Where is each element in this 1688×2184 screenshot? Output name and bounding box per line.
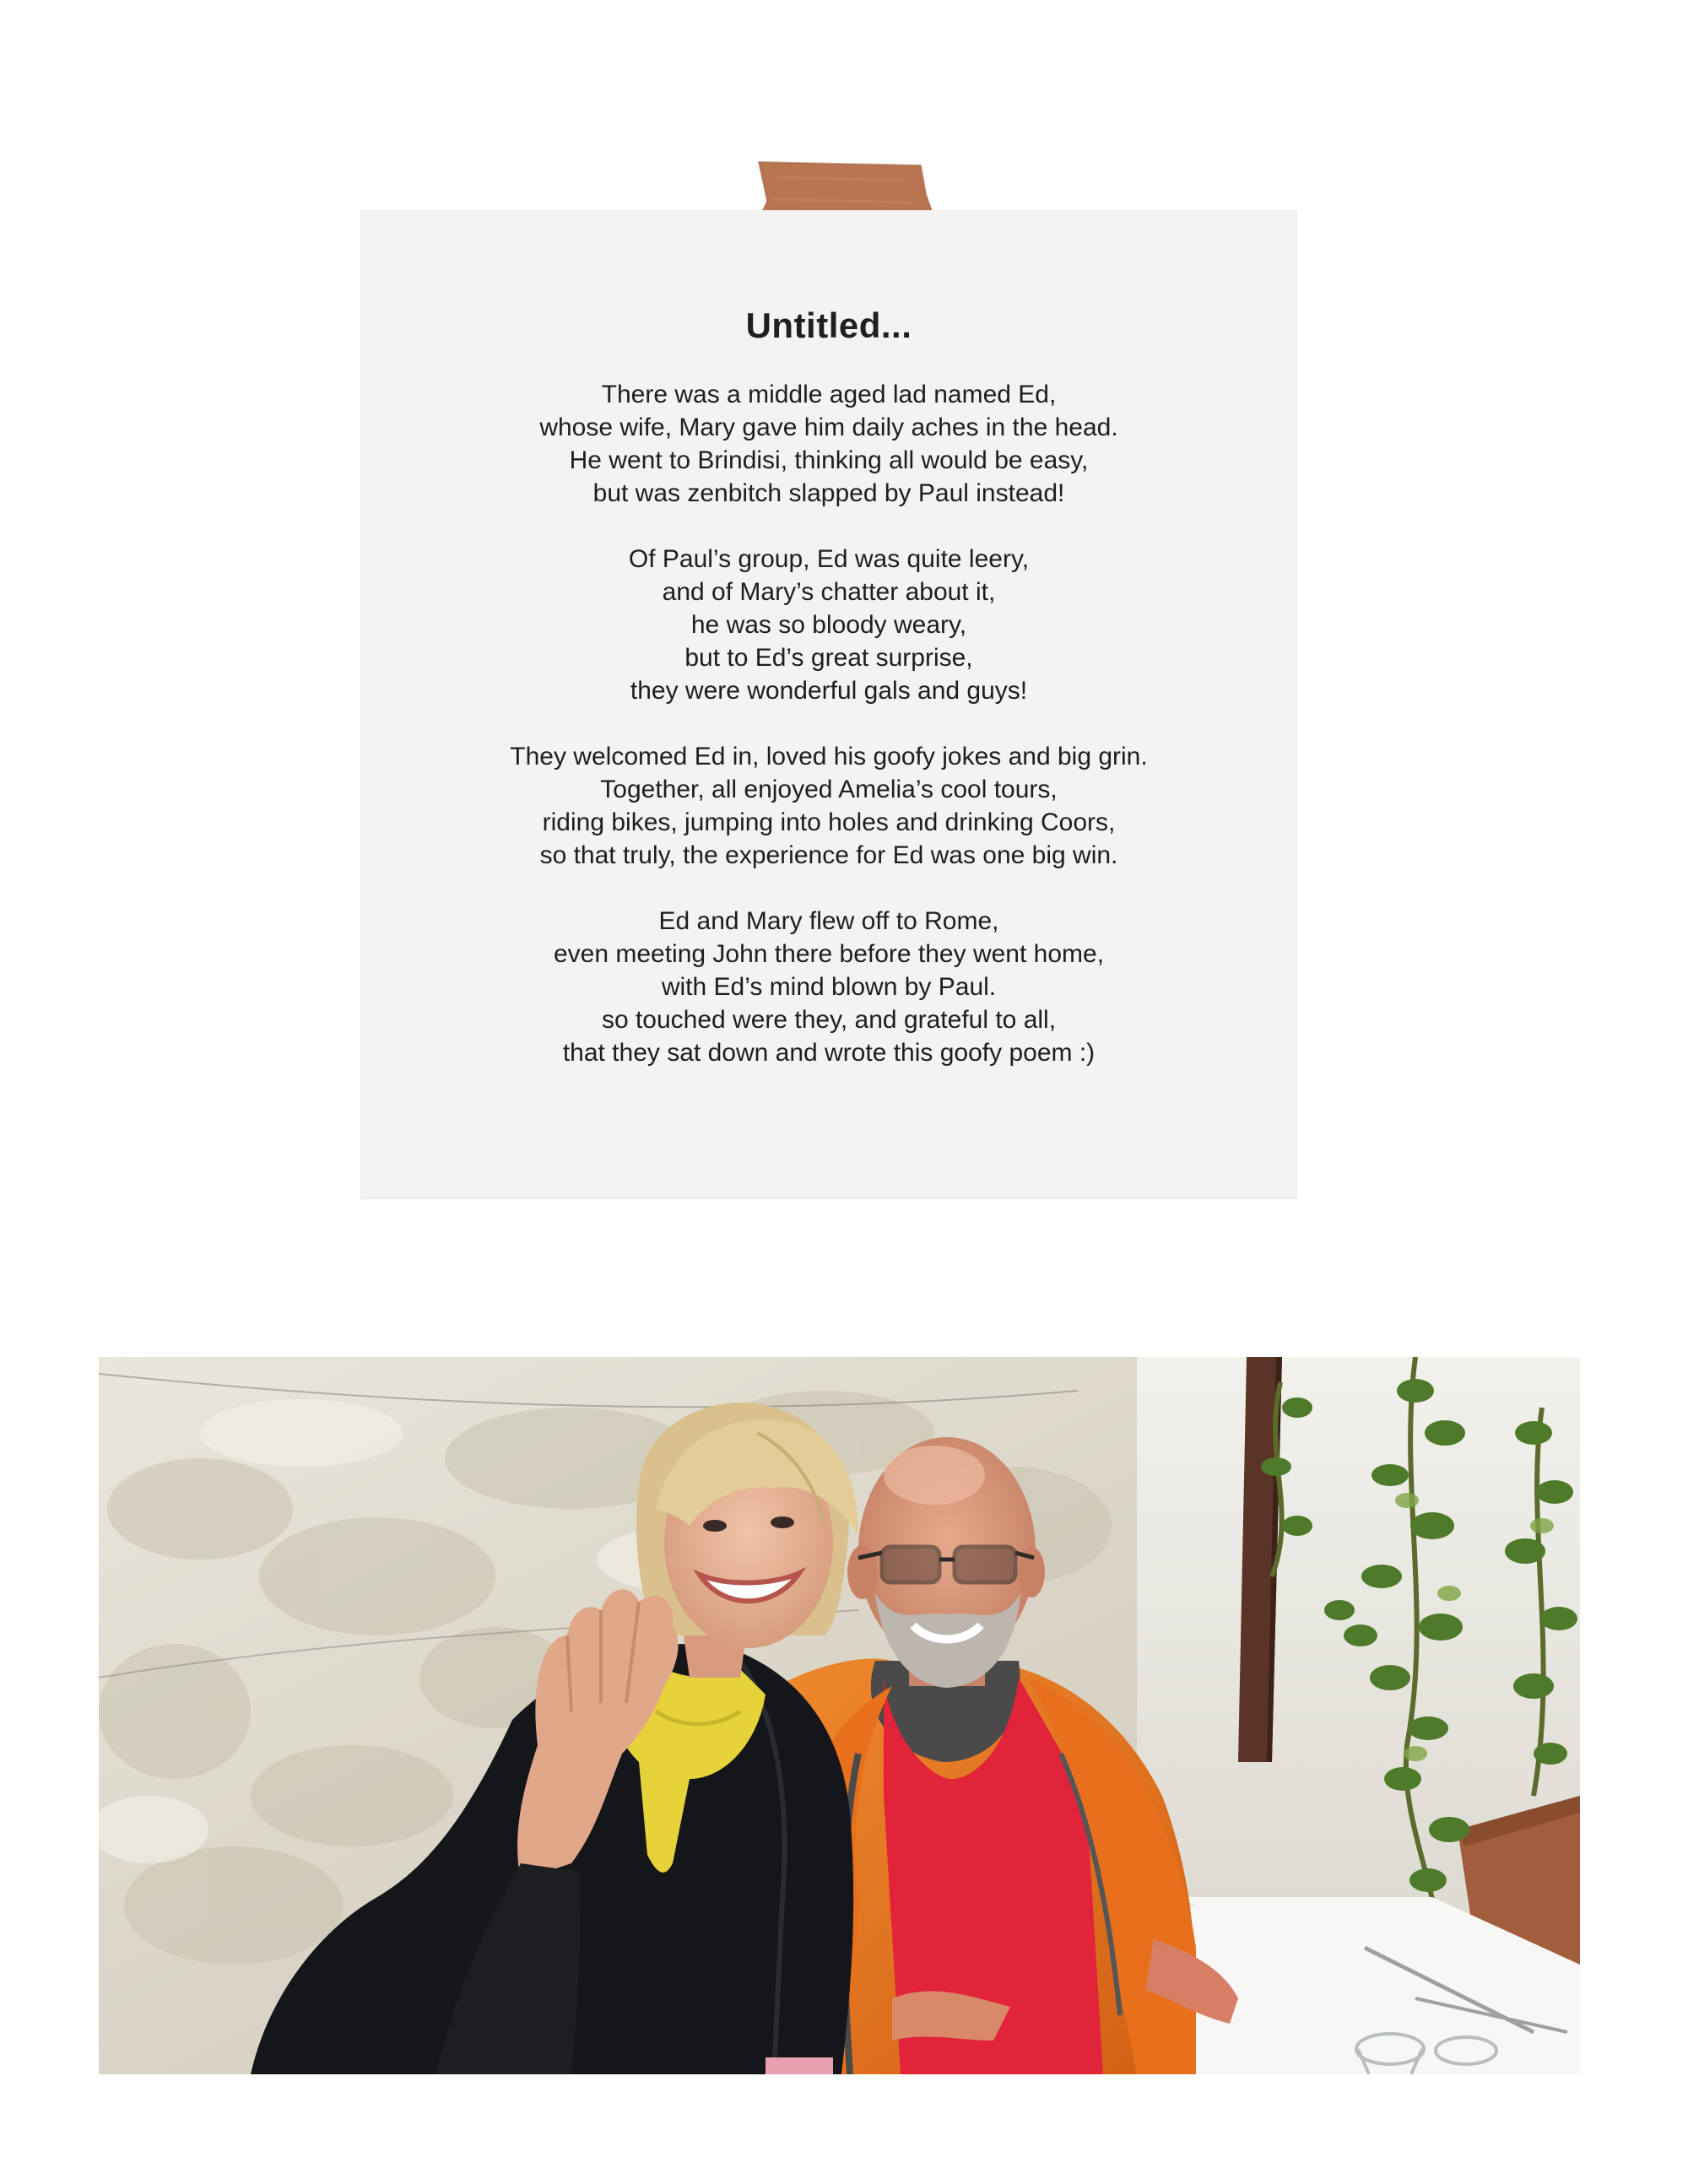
poem-line: even meeting John there before they went home,: [553, 940, 1105, 968]
couple-photo-illustration: [99, 1357, 1580, 2074]
poem-stanza-1: [361, 378, 1296, 510]
poem-line: He went to Brindisi, thinking all would be easy,: [569, 446, 1089, 474]
poem-line: There was a middle aged lad named Ed,: [601, 381, 1057, 408]
poem-title: Untitled...: [745, 305, 912, 345]
poem-card: [361, 211, 1296, 1198]
poem-line: whose wife, Mary gave him daily aches in the head.: [539, 414, 1118, 441]
poem-stanza-4: [361, 905, 1296, 1069]
couple-photo: [99, 1357, 1580, 2074]
poem-line: Together, all enjoyed Amelia’s cool tours,: [600, 776, 1058, 803]
poem-stanza-3: [361, 740, 1296, 872]
poem-line: riding bikes, jumping into holes and drinking Coors,: [542, 808, 1116, 836]
poem-line: but was zenbitch slapped by Paul instead!: [592, 479, 1065, 507]
poem-body: [361, 378, 1296, 1102]
poem-stanza-2: [361, 543, 1296, 707]
poem-line: so that truly, the experience for Ed was one big win.: [539, 841, 1118, 869]
poem-line: Of Paul’s group, Ed was quite leery,: [628, 545, 1030, 573]
poem-line: they were wonderful gals and guys!: [630, 677, 1028, 705]
poem-line: They welcomed Ed in, loved his goofy jokes and big grin.: [510, 743, 1148, 770]
poem-line: Ed and Mary flew off to Rome,: [658, 907, 999, 935]
poem-line: he was so bloody weary,: [690, 611, 967, 639]
poem-line: and of Mary’s chatter about it,: [662, 578, 996, 606]
poem-line: that they sat down and wrote this goofy poem :): [562, 1039, 1096, 1067]
poem-line: but to Ed’s great surprise,: [684, 644, 973, 672]
poem-line: with Ed’s mind blown by Paul.: [661, 973, 997, 1001]
poem-line: so touched were they, and grateful to all,: [601, 1006, 1057, 1034]
